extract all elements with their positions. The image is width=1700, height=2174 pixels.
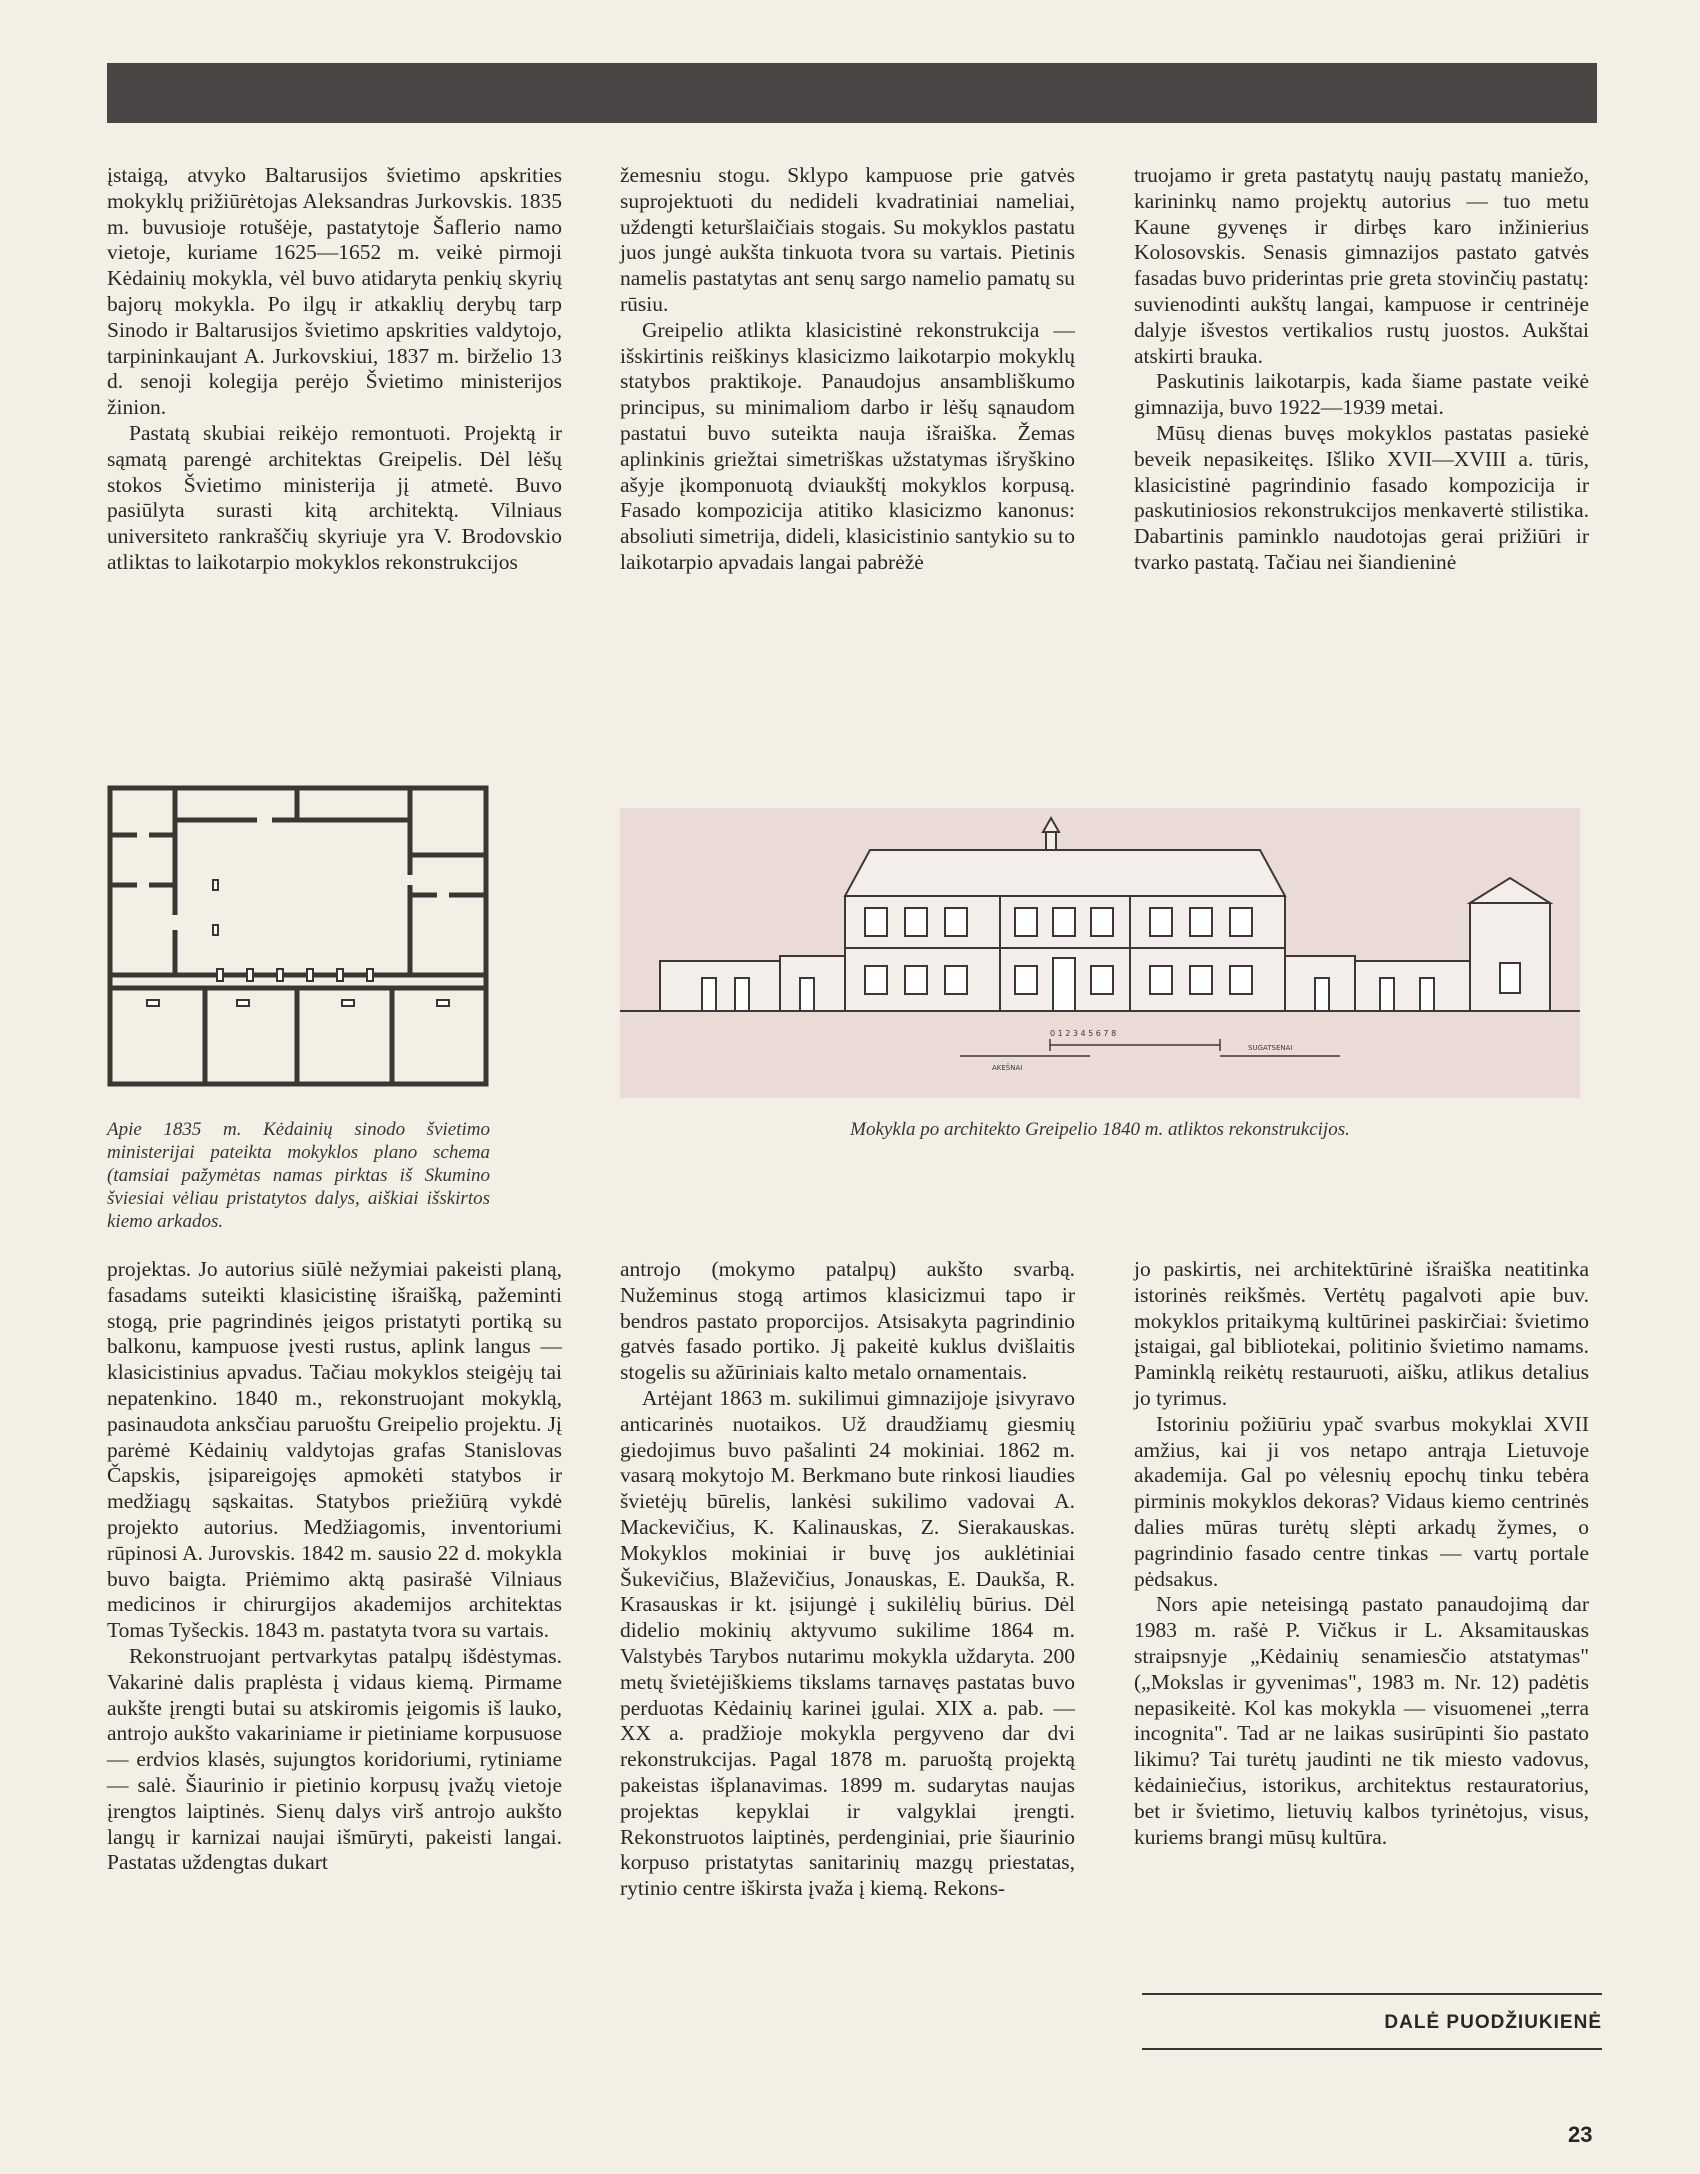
- right-direction-label: SUGATSENAI: [1248, 1044, 1293, 1052]
- paragraph: Istoriniu požiūriu ypač svarbus mokyklai XVII amžius, kai ji vos netapo antrąja Lietuvoje akademija. Gal po vėlesnių epochų tinku tebėra pirminis mokyklos dekoras? Vidaus kiemo centrinės dalies mūras turėtų slėpti arkadų žymes, o pagrindinio fasado centre tinkas — vartų portale pėdsakus.: [1134, 1411, 1589, 1591]
- facade-caption: Mokykla po architekto Greipelio 1840 m. atliktos rekonstrukcijos.: [850, 1119, 1350, 1140]
- paragraph: Paskutinis laikotarpis, kada šiame pastate veikė gimnazija, buvo 1922—1939 metai.: [1134, 369, 1589, 420]
- paragraph: Greipelio atlikta klasicistinė rekonstrukcija — išskirtinis reiškinys klasicizmo laikotarpio mokyklų statybos praktikoje. Panaudojus ansambliškumo principus, su minimaliom darbo ir lėšų sąnaudom pastatui buvo suteikta nauja išraiška. Žemas aplinkinis griežtai simetriškas užstatymas išryškino ašyje įkomponuotą dviaukštį mokyklos korpusą. Fasado kompozicija atitiko klasicizmo kanonus: absoliuti simetrija, dideli, klasicistinio santykio su to laikotarpio apvadais langai pabrėžė: [620, 317, 1075, 574]
- header-bar: [107, 63, 1597, 123]
- floor-plan-drawing: [107, 785, 489, 1087]
- facade-elevation-image: [620, 808, 1580, 1098]
- column-2-top: [620, 163, 1075, 576]
- author-rule-top: [1142, 1993, 1602, 1995]
- column-3-bottom: [1134, 1257, 1589, 1850]
- author-name: DALĖ PUODŽIUKIENĖ: [1384, 2012, 1602, 2033]
- paragraph: Artėjant 1863 m. sukilimui gimnazijoje įsivyravo anticarinės nuotaikos. Už draudžiamų giesmių giedojimus buvo pašalinti 24 mokiniai. 1862 m. vasarą mokytojo M. Berkmano bute rinkosi liaudies švietėjų būrelis, lankėsi sukilimo vadovai A. Mackevičius, K. Kalinauskas, Z. Sierakauskas. Mokyklos mokiniai ir buvę jos auklėtiniai Šukevičius, Blaževičius, Jonauskas, E. Daukša, R. Krasauskas ir kt. įsijungė į sukilėlių būrius. Dėl didelio mokinių aktyvumo sukilime 1864 m. Valstybės Tarybos nutarimu mokykla uždaryta. 200 metų švietėjiškiems tikslams tarnavęs pastatas buvo perduotas Kėdainių karinei įgulai. XIX a. pab. — XX a. pradžioje mokykla pergyveno dar dvi rekonstrukcijas. Pagal 1878 m. paruoštą projektą pakeistas išplanavimas. 1899 m. sudarytas naujas projektas kepyklai ir valgyklai įrengti. Rekonstruotos laiptinės, perdenginiai, prie šiaurinio korpuso pristatytas sanitarinių mazgų priestatas, rytinio centre iškirsta įvaža į kiemą. Rekons-: [620, 1385, 1075, 1901]
- plan-caption: Apie 1835 m. Kėdainių sinodo švietimo ministerijai pateikta mokyklos plano schema (tamsiai pažymėtas namas pirktas iš Skumino šviesiai vėliau pristatytos dalys, aiškiai išskirtos kiemo arkados.: [107, 1119, 490, 1232]
- paragraph: Pastatą skubiai reikėjo remontuoti. Projektą ir sąmatą parengė architektas Greipelis. Dėl lėšų stokos Švietimo ministerija jį atmetė. Buvo pasiūlyta surasti kitą architektą. Vilniaus universiteto rankraščių skyriuje yra V. Brodovskio atliktas to laikotarpio mokyklos rekonstrukcijos: [107, 420, 562, 574]
- column-1-top: [107, 163, 562, 576]
- paragraph: jo paskirtis, nei architektūrinė išraiška neatitinka istorinės reikšmės. Vertėtų pagalvoti apie buv. mokyklos pritaikymą kultūrinei paskirčiai: švietimo įstaigai, gal bibliotekai, politinio švietimo namams. Paminklą reikėtų restauruoti, aišku, atlikus detalius jo tyrimus.: [1134, 1257, 1589, 1410]
- paragraph: Nors apie neteisingą pastato panaudojimą dar 1983 m. rašė P. Vičkus ir L. Aksamitauskas straipsnyje „Kėdainių senamiesčio atstatymas" („Mokslas ir gyvenimas", 1983 m. Nr. 12) padėtis nepasikeitė. Kol kas mokykla — visuomenei „terra incognita". Tad ar ne laikas susirūpinti šio pastato likimu? Tai turėtų jaudinti ne tik miesto vadovus, kėdainiečius, istorikus, architektus restauratorius, bet ir švietimo, lietuvių kalbos tyrinėtojus, visus, kuriems brangi mūsų kultūra.: [1134, 1592, 1589, 1849]
- paragraph: Rekonstruojant pertvarkytas patalpų išdėstymas. Vakarinė dalis praplėsta į vidaus kiemą. Pirmame aukšte įrengti butai su atskiromis įeigomis iš lauko, antrojo aukšto vakariniame ir pietiniame korpusuose — erdvios klasės, sujungtos koridoriumi, rytiniame — salė. Šiaurinio ir pietinio korpusų įvažų vietoje įrengtos laiptinės. Sienų dalys virš antrojo aukšto langų ir karnizai naujai išmūryti, pakeisti langai. Pastatas uždengtas dukart: [107, 1643, 562, 1875]
- paragraph: žemesniu stogu. Sklypo kampuose prie gatvės suprojektuoti du nedideli kvadratiniai nameliai, uždengti keturšlaičiais stogais. Su mokyklos pastatu juos jungė aukšta tinkuota tvora su vartais. Pietinis namelis pastatytas ant senų sargo namelio pamatų su rūsiu.: [620, 163, 1075, 316]
- paragraph: antrojo (mokymo patalpų) aukšto svarbą. Nužeminus stogą artimos klasicizmui tapo ir bendros pastato proporcijos. Atsisakyta pagrindinio gatvės fasado portiko. Jį pakeitė kuklus dvišlaitis stogelis su ažūriniais kalto metalo ornamentais.: [620, 1257, 1075, 1385]
- paragraph: projektas. Jo autorius siūlė nežymiai pakeisti planą, fasadams suteikti klasicistinę išraišką, pažeminti stogą, prie pagrindinės įeigos pristatyti portiką su balkonu, kampuose įvesti rustus, aplink langus — klasicistinius apvadus. Tačiau mokyklos steigėjų tai nepatenkino. 1840 m., rekonstruojant mokyklą, pasinaudota anksčiau paruoštu Greipelio projektu. Jį parėmė Kėdainių valdytojas grafas Stanislovas Čapskis, įsipareigojęs apmokėti statybos ir medžiagų sąskaitas. Statybos priežiūrą vykdė projekto autorius. Medžiagomis, inventoriumi rūpinosi A. Jurovskis. 1842 m. sausio 22 d. mokykla buvo baigta. Priėmimo aktą pasirašė Vilniaus medicinos ir chirurgijos akademijos architektas Tomas Tyšeckis. 1843 m. pastatyta tvora su vartais.: [107, 1257, 562, 1643]
- column-2-bottom: [620, 1257, 1075, 1902]
- column-3-top: [1134, 163, 1589, 576]
- column-1-bottom: [107, 1257, 562, 1876]
- page-number: 23: [1568, 2122, 1593, 2147]
- paragraph: įstaigą, atvyko Baltarusijos švietimo apskrities mokyklų prižiūrėtojas Aleksandras Jurkovskis. 1835 m. buvusioje rotušėje, pastatytoje Šaflerio namo vietoje, kuriame 1625—1652 m. veikė pirmoji Kėdainių mokykla, vėl buvo atidaryta penkių skyrių bajorų mokykla. Po ilgų ir atkaklių derybų tarp Sinodo ir Baltarusijos švietimo apskrities valdytojo, tarpininkaujant A. Jurkovskiui, 1837 m. birželio 13 d. senoji kolegija perėjo Švietimo ministerijos žinion.: [107, 163, 562, 420]
- author-rule-bottom: [1142, 2048, 1602, 2050]
- scale-label: 0 1 2 3 4 5 6 7 8: [1050, 1029, 1117, 1038]
- paragraph: Mūsų dienas buvęs mokyklos pastatas pasiekė beveik nepasikeitęs. Išliko XVII—XVIII a. tūris, klasicistinė pagrindinio fasado kompozicija ir paskutiniosios rekonstrukcijos menkavertė stilistika. Dabartinis paminklo naudotojas gerai prižiūri ir tvarko pastatą. Tačiau nei šiandieninė: [1134, 420, 1589, 574]
- paragraph: truojamo ir greta pastatytų naujų pastatų maniežo, karininkų namo projektų autorius — tuo metu Kaune gyvenęs ir dirbęs karo inžinierius Kolosovskis. Senasis gimnazijos pastato gatvės fasadas buvo priderintas prie greta stovinčių pastatų: suvienodinti aukštų langai, kampuose ir centrinėje dalyje išvestos vertikalios rustų juostos. Aukštai atskirti brauka.: [1134, 163, 1589, 368]
- left-direction-label: AKEŠNAI: [992, 1064, 1023, 1072]
